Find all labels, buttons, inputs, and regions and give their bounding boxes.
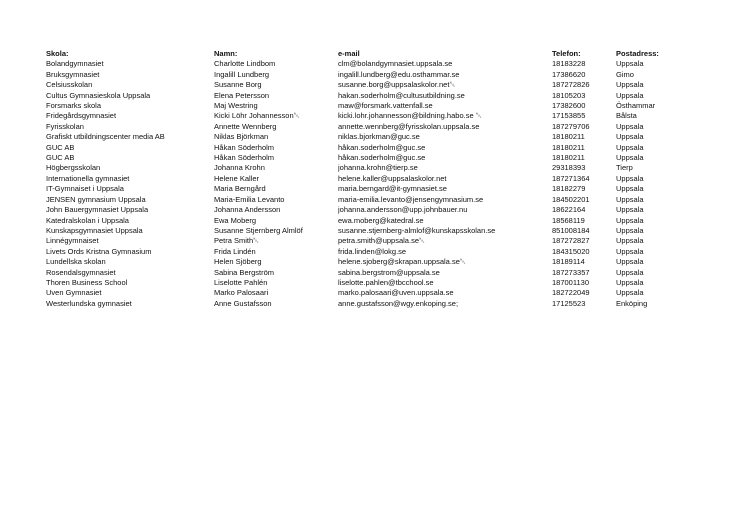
table-row: [46, 59, 686, 69]
cell-school: Livets Ords Kristna Gymnasium: [46, 246, 152, 256]
cell-city: Uppsala: [616, 59, 644, 69]
cell-email: håkan.soderholm@guc.se: [338, 153, 426, 163]
header-school: Skola:: [46, 49, 69, 58]
cell-phone: 187001130: [552, 277, 589, 287]
table-row: [46, 101, 686, 111]
cell-school: Lundellska skolan: [46, 257, 106, 267]
cell-city: Bålsta: [616, 111, 637, 121]
contacts-table: [46, 49, 686, 309]
cell-email: maria-emilia.levanto@jensengymnasium.se: [338, 194, 484, 204]
cell-city: Uppsala: [616, 205, 644, 215]
cell-name: Kicki Löhr Johannesson␀: [214, 111, 300, 121]
cell-school: Celsiusskolan: [46, 80, 93, 90]
cell-city: Uppsala: [616, 173, 644, 183]
table-row: [46, 143, 686, 153]
cell-city: Uppsala: [616, 121, 644, 131]
cell-city: Uppsala: [616, 246, 644, 256]
cell-phone: 17125523: [552, 298, 586, 308]
cell-name: Ingalill Lundberg: [214, 69, 270, 79]
cell-phone: 184315020: [552, 246, 590, 256]
cell-email: maria.berngard@it-gymnasiet.se: [338, 184, 447, 194]
cell-city: Uppsala: [616, 288, 644, 298]
table-row: [46, 236, 686, 246]
cell-phone: 18180211: [552, 132, 585, 142]
cell-phone: 29318393: [552, 163, 586, 173]
cell-name: Håkan Söderholm: [214, 142, 275, 152]
cell-phone: 17386620: [552, 69, 586, 79]
cell-email: sabina.bergstrom@uppsala.se: [338, 267, 440, 277]
cell-phone: 18568119: [552, 215, 585, 225]
cell-name: Maj Westring: [214, 101, 258, 111]
table-row: [46, 257, 686, 267]
table-row: [46, 163, 686, 173]
cell-name: Susanne Borg: [214, 80, 262, 90]
cell-email: liselotte.pahlen@tbcchool.se: [338, 277, 434, 287]
cell-email: håkan.soderholm@guc.se: [338, 142, 426, 152]
cell-school: Grafiskt utbildningscenter media AB: [46, 132, 165, 142]
cell-email: niklas.bjorkman@guc.se: [338, 132, 420, 142]
table-body: [46, 59, 686, 309]
cell-phone: 182722049: [552, 288, 590, 298]
table-row: [46, 80, 686, 90]
cell-school: Katedralskolan i Uppsala: [46, 215, 129, 225]
cell-name: Johanna Andersson: [214, 205, 281, 215]
header-city: Postadress:: [616, 49, 659, 58]
cell-name: Johanna Krohn: [214, 163, 265, 173]
cell-school: Högbergsskolan: [46, 163, 101, 173]
cell-school: Bruksgymnasiet: [46, 69, 100, 79]
cell-name: Ewa Moberg: [214, 215, 257, 225]
cell-city: Östhammar: [616, 101, 656, 111]
cell-email: ewa.moberg@katedral.se: [338, 215, 424, 225]
cell-phone: 851008184: [552, 225, 590, 235]
table-row: [46, 288, 686, 298]
cell-phone: 187279706: [552, 121, 590, 131]
cell-school: Thoren Business School: [46, 277, 128, 287]
cell-city: Uppsala: [616, 277, 644, 287]
cell-school: Internationella gymnasiet: [46, 173, 130, 183]
cell-city: Uppsala: [616, 236, 644, 246]
cell-school: Fyrisskolan: [46, 121, 84, 131]
cell-school: Uven Gymnasiet: [46, 288, 102, 298]
cell-name: Annette Wennberg: [214, 121, 277, 131]
cell-email: hakan.soderholm@cultusutbildning.se: [338, 90, 465, 100]
cell-phone: 184502201: [552, 194, 590, 204]
cell-name: Susanne Stjernberg Almlöf: [214, 225, 303, 235]
cell-phone: 18622164: [552, 205, 586, 215]
cell-city: Uppsala: [616, 80, 644, 90]
table-row: [46, 195, 686, 205]
cell-school: Cultus Gymnasieskola Uppsala: [46, 90, 151, 100]
cell-phone: 187272827: [552, 236, 590, 246]
cell-city: Gimo: [616, 69, 634, 79]
cell-name: Sabina Bergström: [214, 267, 275, 277]
cell-email: helene.kaller@uppsalaskolor.net: [338, 173, 447, 183]
cell-city: Uppsala: [616, 257, 644, 267]
cell-school: JENSEN gymnasium Uppsala: [46, 194, 146, 204]
cell-city: Uppsala: [616, 142, 644, 152]
table-row: [46, 132, 686, 142]
cell-school: IT-Gymnaiset i Uppsala: [46, 184, 124, 194]
cell-school: Linnégymnaiset: [46, 236, 99, 246]
cell-email: susanne.borg@uppsalaskolor.net␀: [338, 80, 456, 90]
table-row: [46, 268, 686, 278]
cell-name: Charlotte Lindbom: [214, 59, 276, 69]
table-row: [46, 205, 686, 215]
cell-name: Anne Gustafsson: [214, 298, 272, 308]
cell-email: frida.linden@lokg.se: [338, 246, 407, 256]
header-email: e-mail: [338, 49, 360, 58]
cell-school: Fridegårdsgymnasiet: [46, 111, 117, 121]
cell-school: Kunskapsgymnasiet Uppsala: [46, 225, 143, 235]
cell-city: Uppsala: [616, 153, 644, 163]
cell-city: Uppsala: [616, 267, 644, 277]
cell-email: kicki.lohr.johannesson@bildning.habo.se ␀: [338, 111, 482, 121]
cell-city: Tierp: [616, 163, 633, 173]
table-row: [46, 153, 686, 163]
cell-phone: 18105203: [552, 90, 586, 100]
cell-email: johanna.krohn@tierp.se: [338, 163, 418, 173]
cell-city: Uppsala: [616, 225, 644, 235]
table-row: [46, 122, 686, 132]
cell-name: Petra Smith␀: [214, 236, 260, 246]
table-row: [46, 111, 686, 121]
header-row: [46, 49, 686, 59]
cell-school: Rosendalsgymnasiet: [46, 267, 116, 277]
cell-email: ingalill.lundberg@edu.osthammar.se: [338, 69, 460, 79]
cell-email: anne.gustafsson@wgy.enkoping.se;: [338, 298, 459, 308]
cell-email: annette.wennberg@fyrisskolan.uppsala.se: [338, 121, 480, 131]
cell-school: John Bauergymnasiet Uppsala: [46, 205, 149, 215]
cell-phone: 18180211: [552, 142, 585, 152]
table-row: [46, 226, 686, 236]
cell-school: Westerlundska gymnasiet: [46, 298, 132, 308]
cell-phone: 18182279: [552, 184, 586, 194]
cell-name: Liselotte Pahlén: [214, 277, 268, 287]
cell-city: Uppsala: [616, 215, 644, 225]
table-row: [46, 91, 686, 101]
cell-phone: 17153855: [552, 111, 586, 121]
cell-email: clm@bolandgymnasiet.uppsala.se: [338, 59, 453, 69]
cell-name: Elena Petersson: [214, 90, 270, 100]
cell-school: GUC AB: [46, 142, 75, 152]
cell-phone: 187271364: [552, 173, 590, 183]
header-name: Namn:: [214, 49, 238, 58]
cell-phone: 17382600: [552, 101, 586, 111]
cell-email: petra.smith@uppsala.se␀: [338, 236, 425, 246]
cell-city: Uppsala: [616, 90, 644, 100]
cell-name: Maria-Emilia Levanto: [214, 194, 285, 204]
cell-school: Forsmarks skola: [46, 101, 102, 111]
cell-school: Bolandgymnasiet: [46, 59, 104, 69]
cell-name: Niklas Björkman: [214, 132, 269, 142]
cell-name: Marko Palosaari: [214, 288, 269, 298]
table-row: [46, 216, 686, 226]
cell-name: Håkan Söderholm: [214, 153, 275, 163]
cell-city: Uppsala: [616, 184, 644, 194]
table-row: [46, 174, 686, 184]
cell-name: Maria Berngård: [214, 184, 266, 194]
cell-email: susanne.stjernberg-almlof@kunskapsskolan.se: [338, 225, 496, 235]
cell-phone: 18180211: [552, 153, 585, 163]
cell-email: maw@forsmark.vattenfall.se: [338, 101, 433, 111]
table-row: [46, 247, 686, 257]
cell-phone: 187273357: [552, 267, 590, 277]
table-row: [46, 70, 686, 80]
cell-school: GUC AB: [46, 153, 75, 163]
header-phone: Telefon:: [552, 49, 581, 58]
cell-name: Frida Lindén: [214, 246, 256, 256]
table-row: [46, 299, 686, 309]
table-row: [46, 184, 686, 194]
cell-name: Helene Kaller: [214, 173, 260, 183]
cell-city: Enköping: [616, 298, 648, 308]
cell-email: helene.sjoberg@skrapan.uppsala.se␀: [338, 257, 466, 267]
table-row: [46, 278, 686, 288]
cell-email: marko.palosaari@uven.uppsala.se: [338, 288, 454, 298]
cell-city: Uppsala: [616, 194, 644, 204]
cell-phone: 18183228: [552, 59, 586, 69]
cell-city: Uppsala: [616, 132, 644, 142]
cell-email: johanna.andersson@upp.johnbauer.nu: [338, 205, 468, 215]
cell-name: Helen Sjöberg: [214, 257, 262, 267]
cell-phone: 18189114: [552, 257, 585, 267]
cell-phone: 187272826: [552, 80, 590, 90]
